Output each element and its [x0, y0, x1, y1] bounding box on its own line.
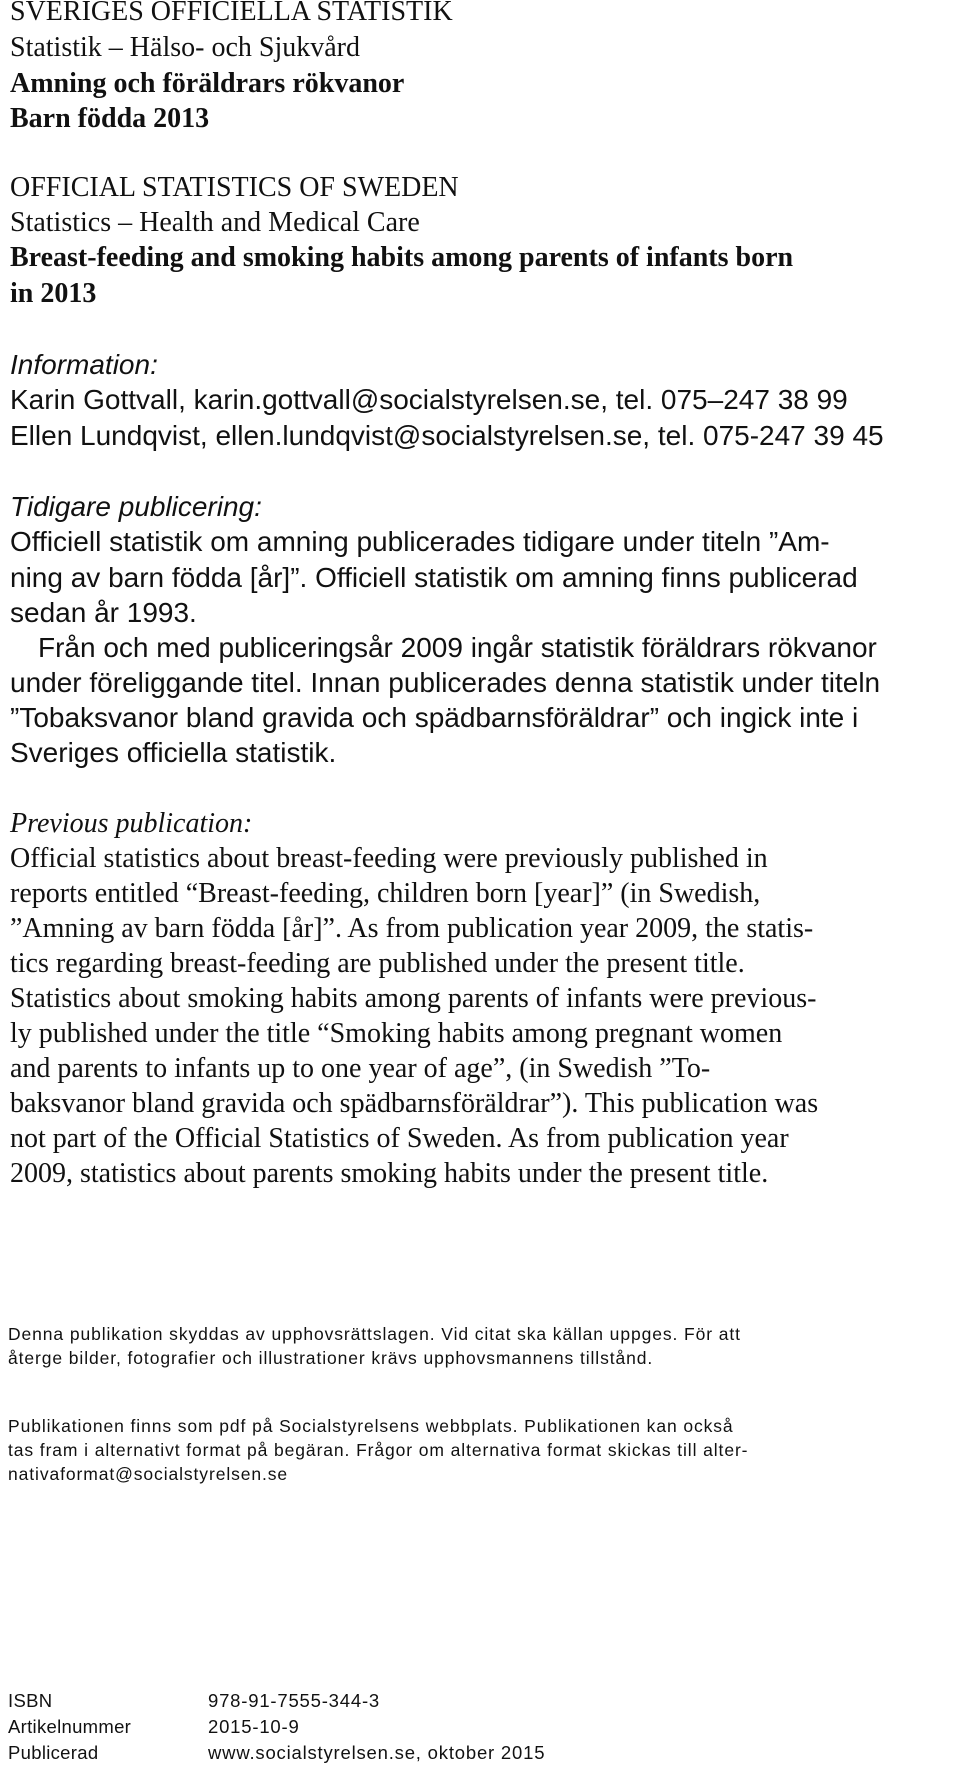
previous-en-line: 2009, statistics about parents smoking habits under the present title.: [10, 1158, 769, 1189]
publication-metadata: [8, 1688, 545, 1766]
previous-sv-heading: Tidigare publicering:: [10, 491, 262, 522]
previous-en-line: baksvanor bland gravida och spädbarnsföräldrar”). This publication was: [10, 1088, 819, 1119]
availability-notice: [8, 1414, 928, 1486]
previous-en-line: and parents to infants up to one year of age”, (in Swedish ”To-: [10, 1053, 711, 1084]
previous-en-line: tics regarding breast-feeding are published under the present title.: [10, 948, 745, 979]
published-row: [8, 1740, 545, 1766]
previous-en-line: Official statistics about breast-feeding were previously published in: [10, 843, 768, 874]
title-en-line1: Breast-feeding and smoking habits among parents of infants born: [10, 242, 794, 273]
isbn-value: 978-91-7555-344-3: [208, 1690, 380, 1711]
copyright-line: återge bilder, fotografier och illustrationer krävs upphovsmannens tillstånd.: [8, 1348, 654, 1368]
copyright-line: Denna publikation skyddas av upphovsrättslagen. Vid citat ska källan uppges. För att: [8, 1324, 741, 1344]
previous-en-heading: Previous publication:: [10, 808, 253, 839]
isbn-label: ISBN: [8, 1690, 53, 1711]
information-heading: Information:: [10, 349, 158, 380]
published-value: www.socialstyrelsen.se, oktober 2015: [208, 1742, 546, 1763]
article-number-value: 2015-10-9: [208, 1716, 300, 1737]
published-label: Publicerad: [8, 1742, 99, 1763]
isbn-row: [8, 1688, 545, 1714]
article-number-row: [8, 1714, 545, 1740]
title-en-line2: in 2013: [10, 278, 97, 309]
availability-line: tas fram i alternativt format på begäran. Frågor om alternativa format skickas till alter-: [8, 1440, 749, 1460]
subtitle-sv: Barn födda 2013: [10, 103, 210, 134]
previous-sv-line: ning av barn födda [år]”. Officiell statistik om amning finns publicerad: [10, 562, 858, 593]
previous-sv-line: Officiell statistik om amning publicerades tidigare under titeln ”Am-: [10, 526, 830, 557]
series-en: OFFICIAL STATISTICS OF SWEDEN: [10, 172, 459, 203]
previous-sv-line: Sveriges officiella statistik.: [10, 737, 337, 768]
availability-line: nativaformat@socialstyrelsen.se: [8, 1464, 289, 1484]
series-sv: SVERIGES OFFICIELLA STATISTIK: [10, 0, 453, 27]
previous-en-line: reports entitled “Breast-feeding, children born [year]” (in Swedish,: [10, 878, 761, 909]
previous-en-line: not part of the Official Statistics of Sweden. As from publication year: [10, 1123, 789, 1154]
previous-sv-line: under föreliggande titel. Innan publicerades denna statistik under titeln: [10, 667, 881, 698]
previous-en-line: ”Amning av barn födda [år]”. As from publication year 2009, the statis-: [10, 913, 814, 944]
contact-item: Karin Gottvall, karin.gottvall@socialstyrelsen.se, tel. 075–247 38 99: [10, 384, 848, 415]
copyright-notice: [8, 1322, 928, 1370]
article-number-label: Artikelnummer: [8, 1716, 132, 1737]
previous-sv-line: sedan år 1993.: [10, 597, 197, 628]
title-sv: Amning och föräldrars rökvanor: [10, 68, 405, 99]
contact-item: Ellen Lundqvist, ellen.lundqvist@socialstyrelsen.se, tel. 075-247 39 45: [10, 420, 884, 451]
previous-sv-line: Från och med publiceringsår 2009 ingår statistik föräldrars rökvanor: [38, 632, 877, 663]
availability-line: Publikationen finns som pdf på Socialstyrelsens webbplats. Publikationen kan också: [8, 1416, 734, 1436]
subject-sv: Statistik – Hälso- och Sjukvård: [10, 32, 360, 63]
previous-sv-line: ”Tobaksvanor bland gravida och spädbarnsföräldrar” och ingick inte i: [10, 702, 859, 733]
previous-en-line: ly published under the title “Smoking habits among pregnant women: [10, 1018, 783, 1049]
previous-en-line: Statistics about smoking habits among parents of infants were previous-: [10, 983, 817, 1014]
subject-en: Statistics – Health and Medical Care: [10, 207, 420, 238]
